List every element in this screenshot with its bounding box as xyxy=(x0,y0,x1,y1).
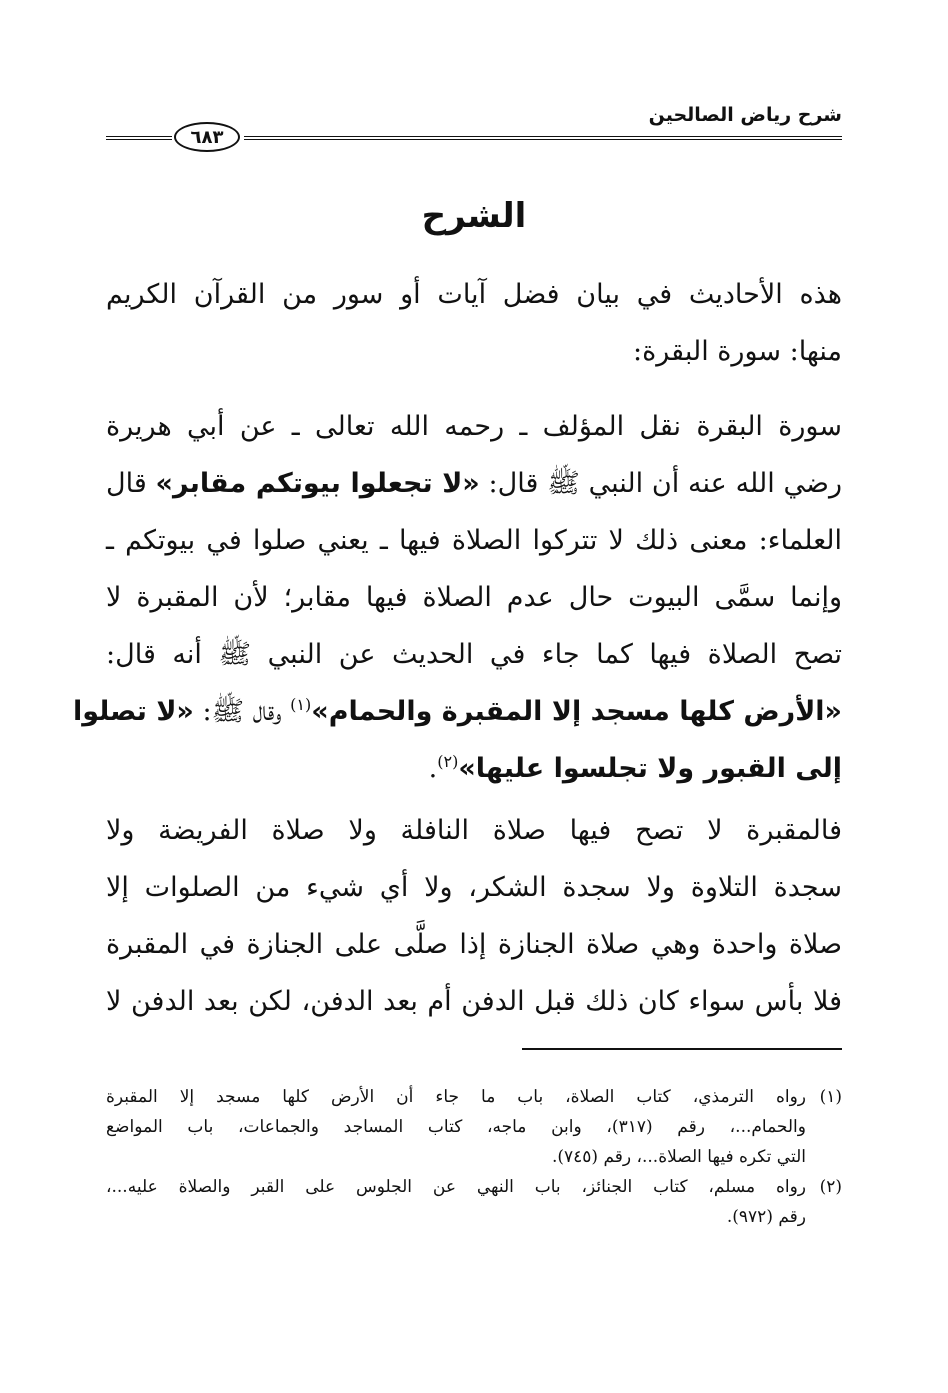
text-line: فلا بأس سواء كان ذلك قبل الدفن أم بعد الدفن، لكن بعد الدفن لا xyxy=(106,986,842,1017)
header-rule-right xyxy=(244,136,842,140)
paragraph-al-baqarah xyxy=(72,398,842,797)
hadith-quote: «الأرض كلها مسجد إلا المقبرة والحمام» xyxy=(311,696,842,727)
footnote-text xyxy=(106,1082,806,1172)
footnote-line: رواه مسلم، كتاب الجنائز، باب النهي عن الجلوس على القبر والصلاة عليه...، xyxy=(106,1177,806,1197)
hadith-quote: «لا تصلوا xyxy=(72,696,194,727)
footnote-number: (١) xyxy=(819,1087,842,1107)
text-run: قال xyxy=(106,468,156,499)
footnote-line: رواه الترمذي، كتاب الصلاة، باب ما جاء أن الأرض كلها مسجد إلا المقبرة xyxy=(106,1087,806,1107)
text-line xyxy=(106,740,842,797)
footnote-text xyxy=(106,1172,806,1232)
footnote-separator xyxy=(522,1048,842,1050)
footnotes xyxy=(106,1082,842,1232)
footnote-line: رقم (٩٧٢). xyxy=(726,1207,806,1227)
text-line: سورة البقرة نقل المؤلف ـ رحمه الله تعالى ـ عن أبي هريرة xyxy=(106,411,842,442)
footnote xyxy=(106,1172,842,1232)
text-run: رضي الله عنه أن النبي ﷺ قال: xyxy=(479,468,842,499)
text-line: سجدة التلاوة ولا سجدة الشكر، ولا أي شيء من الصلوات إلا xyxy=(106,872,842,903)
text-line: العلماء: معنى ذلك لا تتركوا الصلاة فيها ـ يعني صلوا في بيوتكم ـ xyxy=(106,525,842,556)
text-line: منها: سورة البقرة: xyxy=(633,336,842,367)
footnote-ref: (٢) xyxy=(437,752,459,771)
hadith-quote: «لا تجعلوا بيوتكم مقابر» xyxy=(155,468,480,499)
page-number: ٦٨٣ xyxy=(174,122,240,152)
text-line: هذه الأحاديث في بيان فضل آيات أو سور من القرآن الكريم xyxy=(106,279,842,310)
text-line: وإنما سمَّى البيوت حال عدم الصلاة فيها مقابر؛ لأن المقبرة لا xyxy=(106,582,842,613)
footnote xyxy=(106,1082,842,1172)
text-line: تصح الصلاة فيها كما جاء في الحديث عن النبي ﷺ أنه قال: xyxy=(106,639,842,670)
text-line: صلاة واحدة وهي صلاة الجنازة إذا صلَّى على الجنازة في المقبرة xyxy=(106,929,842,960)
footnote-line: التي تكره فيها الصلاة...، رقم (٧٤٥). xyxy=(551,1147,806,1167)
hadith-quote: إلى القبور ولا تجلسوا عليها» xyxy=(458,753,842,784)
text-line xyxy=(106,455,842,512)
text-line: فالمقبرة لا تصح فيها صلاة النافلة ولا صلاة الفريضة ولا xyxy=(106,815,842,846)
book-title: شرح رياض الصالحين xyxy=(648,104,842,126)
section-heading: الشرح xyxy=(421,196,527,236)
text-run: وقال ﷺ: xyxy=(193,696,291,727)
footnote-ref: (١) xyxy=(290,695,312,714)
text-line xyxy=(72,683,842,740)
footnote-number: (٢) xyxy=(819,1177,842,1197)
paragraph-intro xyxy=(106,266,842,380)
paragraph-cemetery xyxy=(106,802,842,1030)
text-run: . xyxy=(428,753,438,784)
footnote-line: والحمام...، رقم (٣١٧)، وابن ماجه، كتاب المساجد والجماعات، باب المواضع xyxy=(106,1117,806,1137)
header-rule-left xyxy=(106,136,172,140)
